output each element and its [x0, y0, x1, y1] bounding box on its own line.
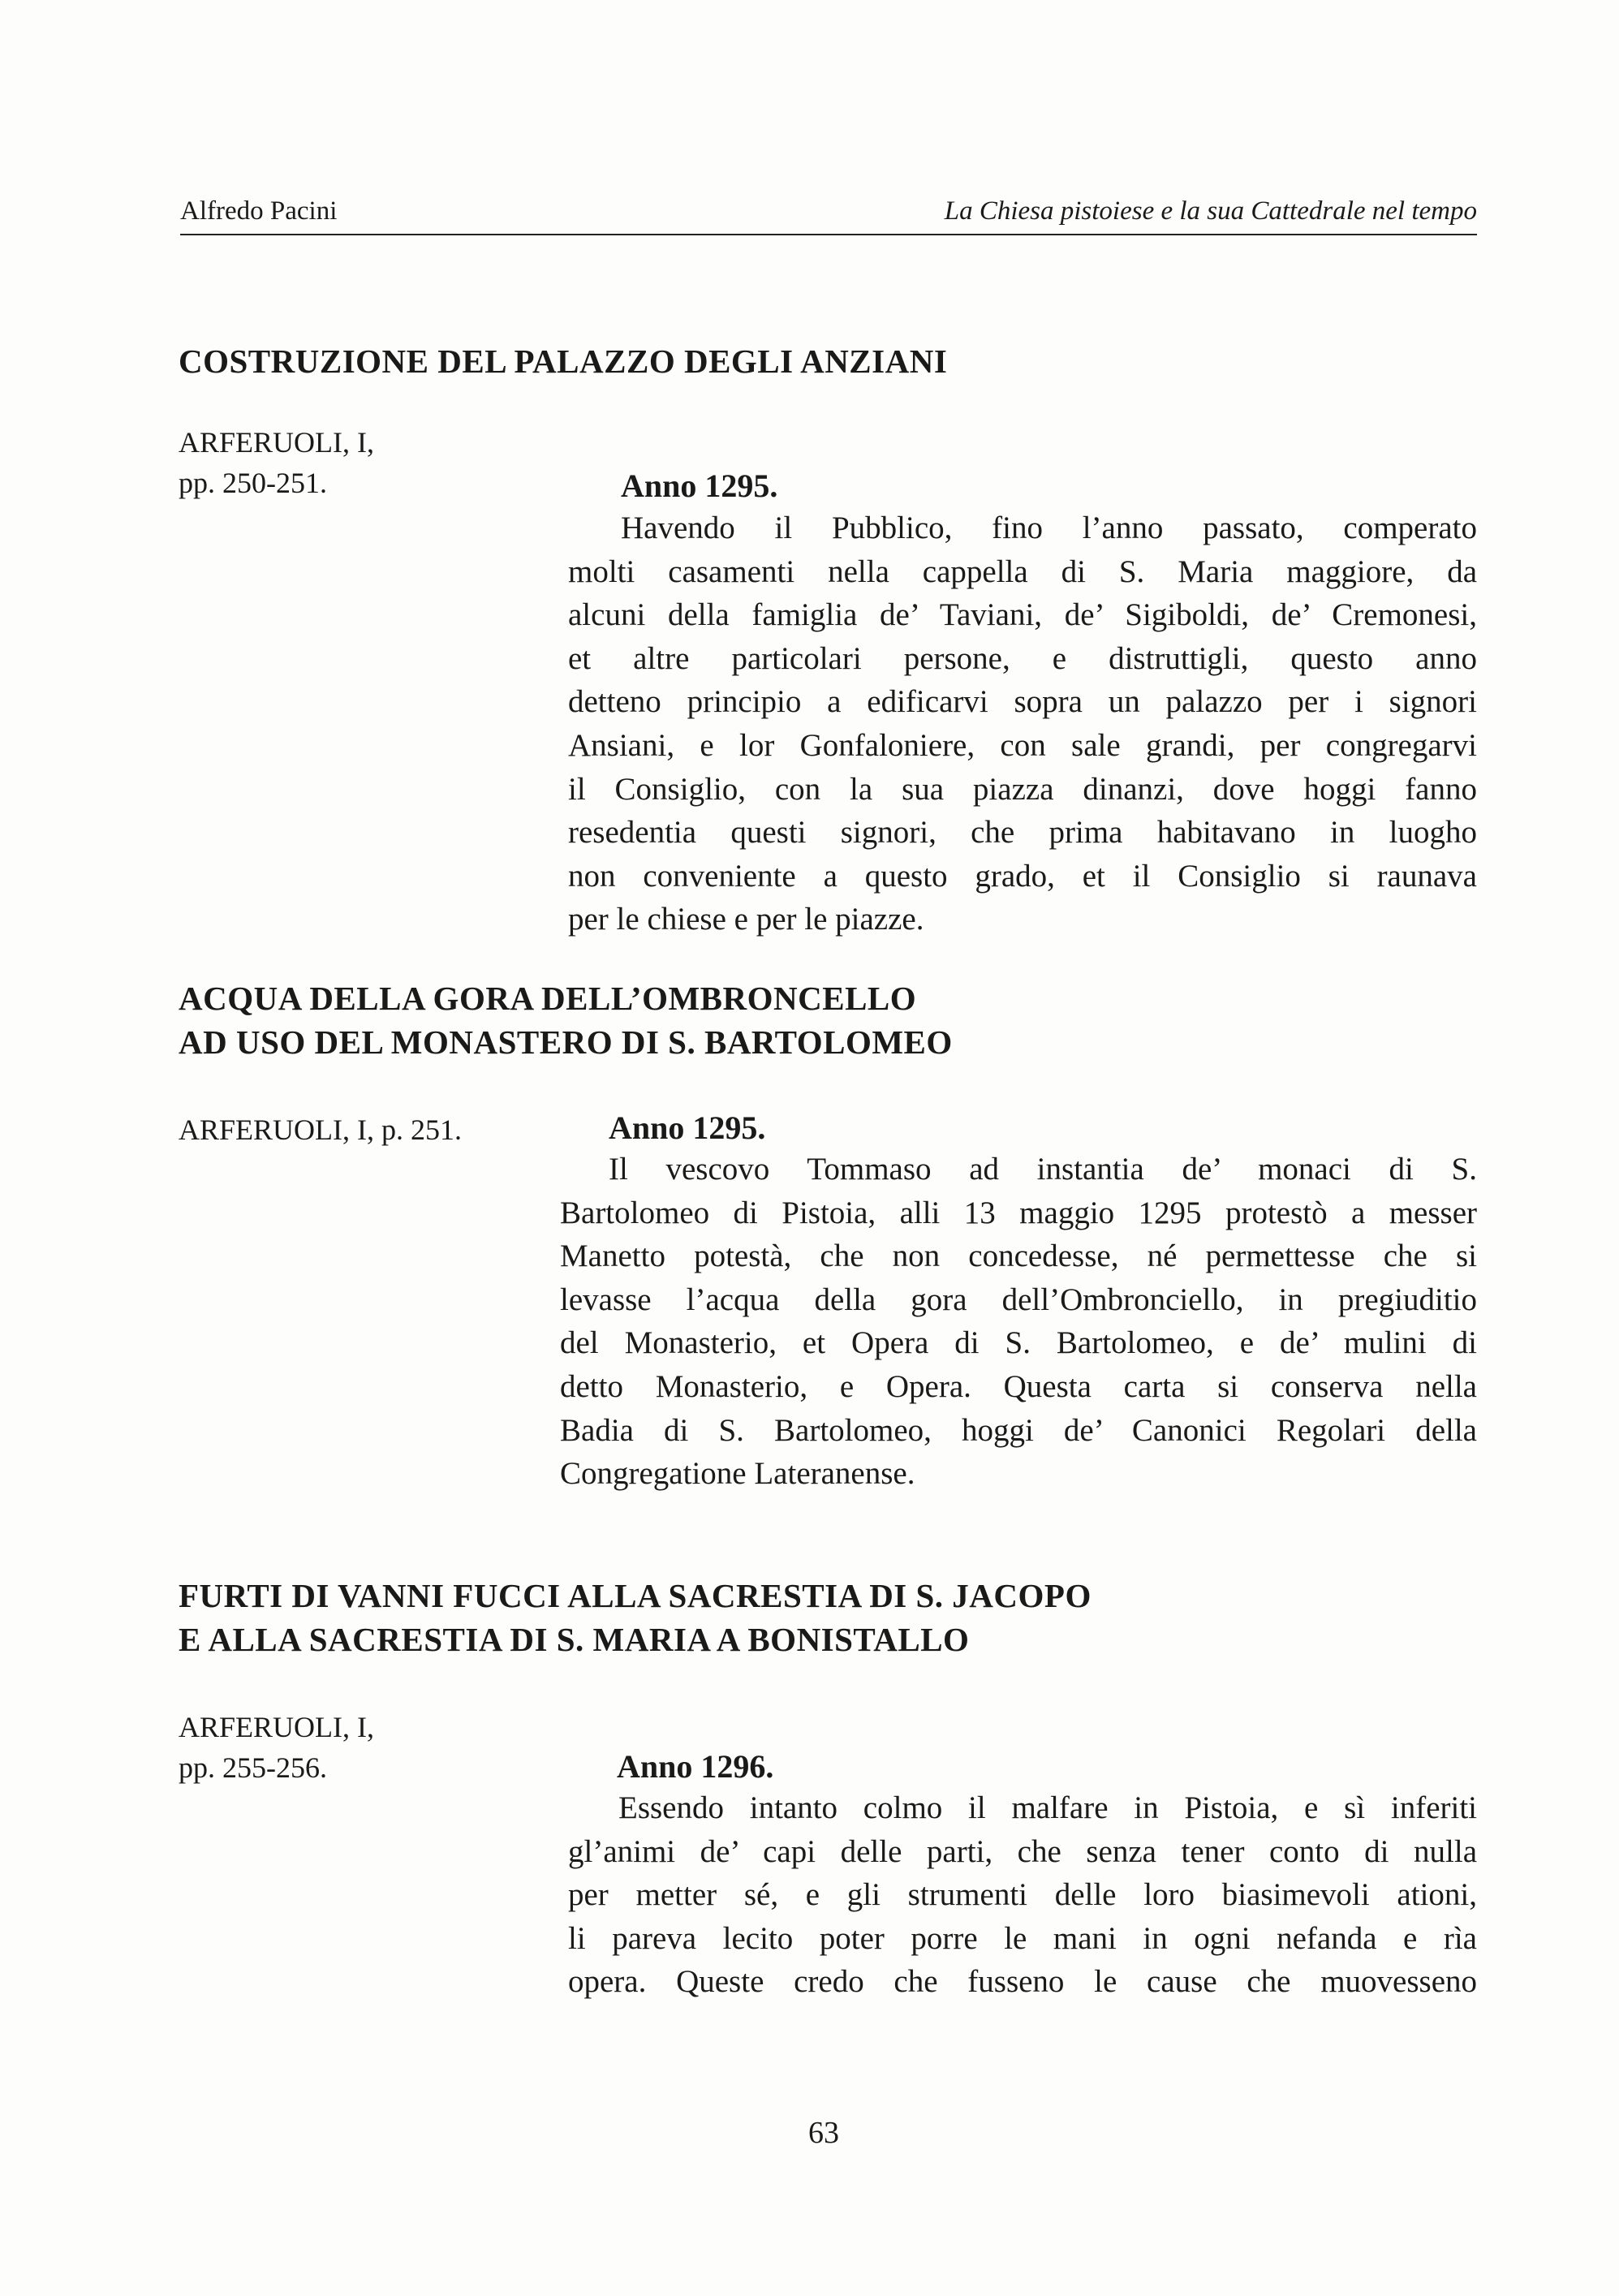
text-line: Havendo il Pubblico, fino l’anno passato, comperato — [621, 510, 1477, 545]
text-line: et altre particolari persone, e distruttigli, questo anno — [568, 640, 1477, 676]
text-line: gl’animi de’ capi delle parti, che senza tener conto di nulla — [568, 1833, 1477, 1869]
source-line: pp. 250-251. — [179, 467, 327, 499]
heading-line: AD USO DEL MONASTERO DI S. BARTOLOMEO — [179, 1023, 953, 1061]
running-header — [180, 196, 1477, 235]
text-line: molti casamenti nella cappella di S. Maria maggiore, da — [568, 554, 1477, 589]
source-line: pp. 255-256. — [179, 1751, 327, 1784]
text-line: detteno principio a edificarvi sopra un palazzo per i signori — [568, 684, 1477, 720]
text-line: Congregatione Lateranense. — [560, 1456, 915, 1492]
heading-line: FURTI DI VANNI FUCCI ALLA SACRESTIA DI S. JACOPO — [179, 1577, 1092, 1614]
heading-line: ACQUA DELLA GORA DELL’OMBRONCELLO — [179, 980, 917, 1017]
heading-line: E ALLA SACRESTIA DI S. MARIA A BONISTALLO — [179, 1621, 970, 1658]
source-line: ARFERUOLI, I, — [179, 426, 374, 459]
section-2-heading — [179, 976, 953, 1064]
page-number: 63 — [808, 2116, 839, 2150]
section-2-text — [560, 1148, 1477, 1496]
header-author: Alfredo Pacini — [180, 196, 338, 226]
heading-line: COSTRUZIONE DEL PALAZZO DEGLI ANZIANI — [179, 342, 948, 380]
text-line: Il vescovo Tommaso ad instantia de’ monaci di S. — [609, 1152, 1477, 1187]
section-1-heading — [179, 339, 947, 383]
section-2-year: Anno 1295. — [609, 1109, 766, 1146]
section-1-source — [179, 422, 374, 503]
text-line: li pareva lecito poter porre le mani in ogni nefanda e rìa — [568, 1920, 1477, 1956]
section-1-year: Anno 1295. — [621, 467, 778, 504]
text-line: Bartolomeo di Pistoia, alli 13 maggio 1295 protestò a messer — [560, 1195, 1477, 1230]
text-line: il Consiglio, con la sua piazza dinanzi, dove hoggi fanno — [568, 771, 1477, 807]
text-line: alcuni della famiglia de’ Taviani, de’ Sigiboldi, de’ Cremonesi, — [568, 597, 1477, 633]
section-3-heading — [179, 1574, 1092, 1661]
section-1-text — [568, 506, 1477, 941]
text-line: Badia di S. Bartolomeo, hoggi de’ Canonici Regolari della — [560, 1412, 1477, 1448]
text-line: non conveniente a questo grado, et il Consiglio si raunava — [568, 858, 1477, 894]
text-line: Essendo intanto colmo il malfare in Pistoia, e sì inferiti — [618, 1790, 1477, 1825]
text-line: opera. Queste credo che fusseno le cause che muovesseno — [568, 1964, 1477, 2000]
section-3-year: Anno 1296. — [617, 1748, 774, 1785]
text-line: per metter sé, e gli strumenti delle loro biasimevoli ationi, — [568, 1877, 1477, 1913]
source-line: ARFERUOLI, I, — [179, 1711, 374, 1743]
text-line: levasse l’acqua della gora dell’Ombronciello, in pregiuditio — [560, 1282, 1477, 1317]
text-line: Manetto potestà, che non concedesse, né permettesse che si — [560, 1238, 1477, 1274]
source-line: ARFERUOLI, I, p. 251. — [179, 1114, 462, 1146]
text-line: resedentia questi signori, che prima habitavano in luogho — [568, 815, 1477, 851]
section-2-source — [179, 1109, 462, 1150]
section-3-text — [568, 1786, 1477, 2004]
header-book-title: La Chiesa pistoiese e la sua Cattedrale nel tempo — [944, 196, 1477, 226]
section-3-source — [179, 1707, 374, 1788]
text-line: del Monasterio, et Opera di S. Bartolomeo, e de’ mulini di — [560, 1325, 1477, 1361]
text-line: Ansiani, e lor Gonfaloniere, con sale grandi, per congregarvi — [568, 727, 1477, 763]
text-line: per le chiese e per le piazze. — [568, 902, 924, 937]
text-line: detto Monasterio, e Opera. Questa carta si conserva nella — [560, 1368, 1477, 1404]
